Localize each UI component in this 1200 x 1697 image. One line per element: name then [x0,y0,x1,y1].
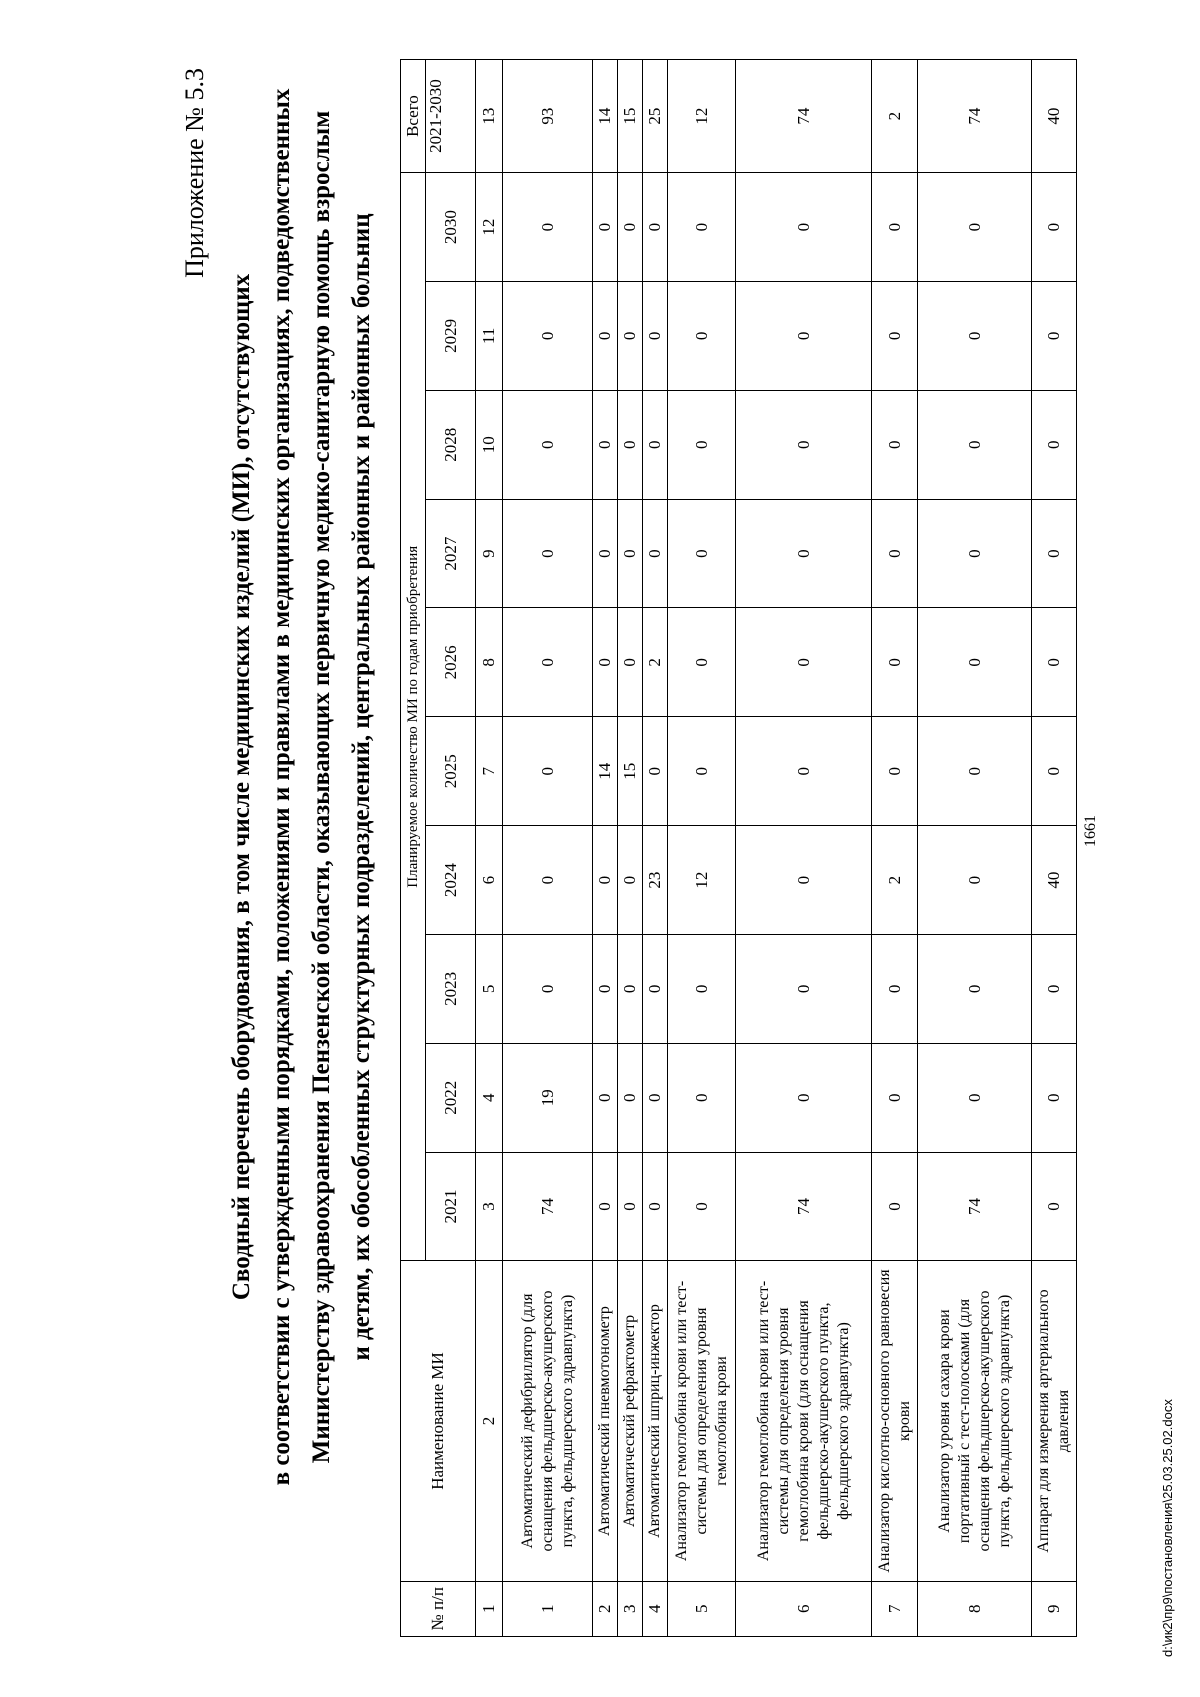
year-quantity-cell: 0 [918,934,1032,1043]
year-quantity-cell: 0 [593,934,618,1043]
year-quantity-cell: 0 [1032,282,1077,391]
year-quantity-cell: 0 [668,1043,736,1152]
year-quantity-cell: 74 [503,1152,593,1261]
year-quantity-cell: 0 [1032,390,1077,499]
year-quantity-cell: 0 [618,826,643,935]
year-quantity-cell: 0 [643,1152,668,1261]
year-quantity-cell: 0 [668,390,736,499]
year-quantity-cell: 0 [918,608,1032,717]
year-quantity-cell: 0 [872,173,918,282]
year-quantity-cell: 0 [1032,934,1077,1043]
annex-label: Приложение № 5.3 [180,68,209,278]
year-quantity-cell: 0 [736,1043,872,1152]
total-cell: 25 [643,60,668,173]
year-quantity-cell: 0 [1032,173,1077,282]
row-number: 7 [872,1581,918,1636]
header-year: 2026 [426,608,476,717]
column-number: 13 [476,60,503,173]
year-quantity-cell: 0 [593,390,618,499]
year-quantity-cell: 0 [503,826,593,935]
column-number: 5 [476,934,503,1043]
row-number: 5 [668,1581,736,1636]
year-quantity-cell: 0 [618,173,643,282]
year-quantity-cell: 0 [668,173,736,282]
row-number: 2 [593,1581,618,1636]
header-year: 2025 [426,717,476,826]
year-quantity-cell: 0 [618,390,643,499]
column-number: 7 [476,717,503,826]
year-quantity-cell: 0 [736,608,872,717]
column-number: 12 [476,173,503,282]
year-quantity-cell: 0 [593,282,618,391]
year-quantity-cell: 0 [503,173,593,282]
header-total-top: Всего [401,60,426,173]
year-quantity-cell: 0 [736,934,872,1043]
year-quantity-cell: 74 [918,1152,1032,1261]
year-quantity-cell: 0 [593,173,618,282]
table-row [643,60,668,1637]
table-row [668,60,736,1637]
year-quantity-cell: 0 [593,608,618,717]
year-quantity-cell: 0 [593,826,618,935]
year-quantity-cell: 0 [736,826,872,935]
item-name: Автоматический рефрактометр [618,1261,643,1581]
item-name: Анализатор кислотно-основного равновесия крови [872,1261,918,1581]
column-number: 4 [476,1043,503,1152]
year-quantity-cell: 0 [593,499,618,608]
total-cell: 74 [918,60,1032,173]
column-number: 9 [476,499,503,608]
year-quantity-cell: 0 [668,282,736,391]
header-year: 2023 [426,934,476,1043]
year-quantity-cell: 0 [618,934,643,1043]
title-line: Министерству здравоохранения Пензенской области, оказывающих первичную медико-санитарную помощь взрослым [308,110,335,1464]
column-number: 8 [476,608,503,717]
total-cell: 12 [668,60,736,173]
year-quantity-cell: 0 [593,1152,618,1261]
table-row [918,60,1032,1637]
year-quantity-cell: 0 [872,608,918,717]
year-quantity-cell: 0 [918,282,1032,391]
title-line: и детям, их обособленных структурных подразделений, центральных районных и районных больниц [348,213,375,1361]
table-row [872,60,918,1637]
header-year: 2029 [426,282,476,391]
year-quantity-cell: 0 [503,934,593,1043]
item-name: Аппарат для измерения артериального давления [1032,1261,1077,1581]
year-quantity-cell: 0 [643,282,668,391]
year-quantity-cell: 0 [918,717,1032,826]
row-number: 8 [918,1581,1032,1636]
column-number: 2 [476,1261,503,1581]
year-quantity-cell: 0 [918,1043,1032,1152]
header-total-bottom: 2021-2030 [426,60,476,173]
year-quantity-cell: 0 [618,608,643,717]
row-number: 1 [503,1581,593,1636]
year-quantity-cell: 0 [1032,499,1077,608]
column-number: 11 [476,282,503,391]
row-number: 4 [643,1581,668,1636]
year-quantity-cell: 0 [643,934,668,1043]
header-year: 2021 [426,1152,476,1261]
year-quantity-cell: 0 [918,826,1032,935]
year-quantity-cell: 0 [503,390,593,499]
year-quantity-cell: 0 [918,390,1032,499]
year-quantity-cell: 0 [872,934,918,1043]
column-number: 3 [476,1152,503,1261]
year-quantity-cell: 0 [1032,1043,1077,1152]
item-name: Анализатор гемоглобина крови или тест-системы для определения уровня гемоглобина крови (для оснащения фельдшерско-акушерского пункта, фельдшерского здравпункта) [736,1261,872,1581]
year-quantity-cell: 0 [872,282,918,391]
year-quantity-cell: 0 [618,1152,643,1261]
year-quantity-cell: 40 [1032,826,1077,935]
item-name: Автоматический пневмотонометр [593,1261,618,1581]
year-quantity-cell: 0 [643,173,668,282]
year-quantity-cell: 0 [643,717,668,826]
column-number: 10 [476,390,503,499]
header-year: 2030 [426,173,476,282]
equipment-table [400,59,1077,1637]
item-name: Автоматический дефибриллятор (для оснащения фельдшерско-акушерского пункта, фельдшерского здравпункта) [503,1261,593,1581]
column-number: 1 [476,1581,503,1636]
page-number: 1661 [1082,815,1099,847]
year-quantity-cell: 0 [918,173,1032,282]
item-name: Анализатор гемоглобина крови или тест-системы для определения уровня гемоглобина крови [668,1261,736,1581]
header-name: Наименование МИ [401,1261,476,1581]
year-quantity-cell: 0 [918,499,1032,608]
title-line: Сводный перечень оборудования, в том числе медицинских изделий (МИ), отсутствующих [228,273,255,1301]
year-quantity-cell: 2 [643,608,668,717]
year-quantity-cell: 0 [503,608,593,717]
table-row [593,60,618,1637]
year-quantity-cell: 0 [736,717,872,826]
header-year: 2024 [426,826,476,935]
year-quantity-cell: 0 [668,608,736,717]
year-quantity-cell: 0 [618,282,643,391]
year-quantity-cell: 0 [618,1043,643,1152]
file-path: d:\ик2\пр9\постановления\25.03.25.02.docx [1160,1399,1175,1657]
year-quantity-cell: 15 [618,717,643,826]
total-cell: 14 [593,60,618,173]
year-quantity-cell: 0 [503,282,593,391]
year-quantity-cell: 0 [736,282,872,391]
year-quantity-cell: 0 [668,717,736,826]
table-body [503,60,1077,1637]
year-quantity-cell: 0 [503,717,593,826]
header-num: № п/п [401,1581,476,1636]
year-quantity-cell: 0 [618,499,643,608]
header-year: 2028 [426,390,476,499]
table-row [503,60,593,1637]
year-quantity-cell: 0 [1032,608,1077,717]
year-quantity-cell: 0 [503,499,593,608]
item-name: Анализатор уровня сахара крови портативный с тест-полосками (для оснащения фельдшерско-акушерского пункта, фельдшерского здравпункта) [918,1261,1032,1581]
header-year: 2027 [426,499,476,608]
year-quantity-cell: 23 [643,826,668,935]
row-number: 6 [736,1581,872,1636]
year-quantity-cell: 0 [736,390,872,499]
total-cell: 2 [872,60,918,173]
header-planned-group: Планируемое количество МИ по годам приобретения [401,173,426,1261]
year-quantity-cell: 0 [1032,717,1077,826]
column-number: 6 [476,826,503,935]
year-quantity-cell: 0 [872,717,918,826]
row-number: 9 [1032,1581,1077,1636]
year-quantity-cell: 0 [736,499,872,608]
year-quantity-cell: 12 [668,826,736,935]
year-quantity-cell: 0 [872,1043,918,1152]
year-quantity-cell: 0 [668,934,736,1043]
year-quantity-cell: 0 [643,1043,668,1152]
year-quantity-cell: 14 [593,717,618,826]
total-cell: 93 [503,60,593,173]
row-number: 3 [618,1581,643,1636]
year-quantity-cell: 0 [643,499,668,608]
header-year: 2022 [426,1043,476,1152]
year-quantity-cell: 0 [872,1152,918,1261]
year-quantity-cell: 0 [736,173,872,282]
year-quantity-cell: 0 [593,1043,618,1152]
year-quantity-cell: 19 [503,1043,593,1152]
year-quantity-cell: 0 [643,390,668,499]
year-quantity-cell: 0 [872,499,918,608]
item-name: Автоматический шприц-инжектор [643,1261,668,1581]
year-quantity-cell: 0 [872,390,918,499]
year-quantity-cell: 0 [668,499,736,608]
table-row [1032,60,1077,1637]
document-title [222,47,382,1527]
table-row [736,60,872,1637]
title-line: в соответствии с утвержденными порядками, положениями и правилами в медицинских организациях, подведомственных [268,88,295,1486]
total-cell: 40 [1032,60,1077,173]
table-row [618,60,643,1637]
year-quantity-cell: 0 [1032,1152,1077,1261]
total-cell: 15 [618,60,643,173]
year-quantity-cell: 0 [668,1152,736,1261]
year-quantity-cell: 2 [872,826,918,935]
year-quantity-cell: 74 [736,1152,872,1261]
total-cell: 74 [736,60,872,173]
